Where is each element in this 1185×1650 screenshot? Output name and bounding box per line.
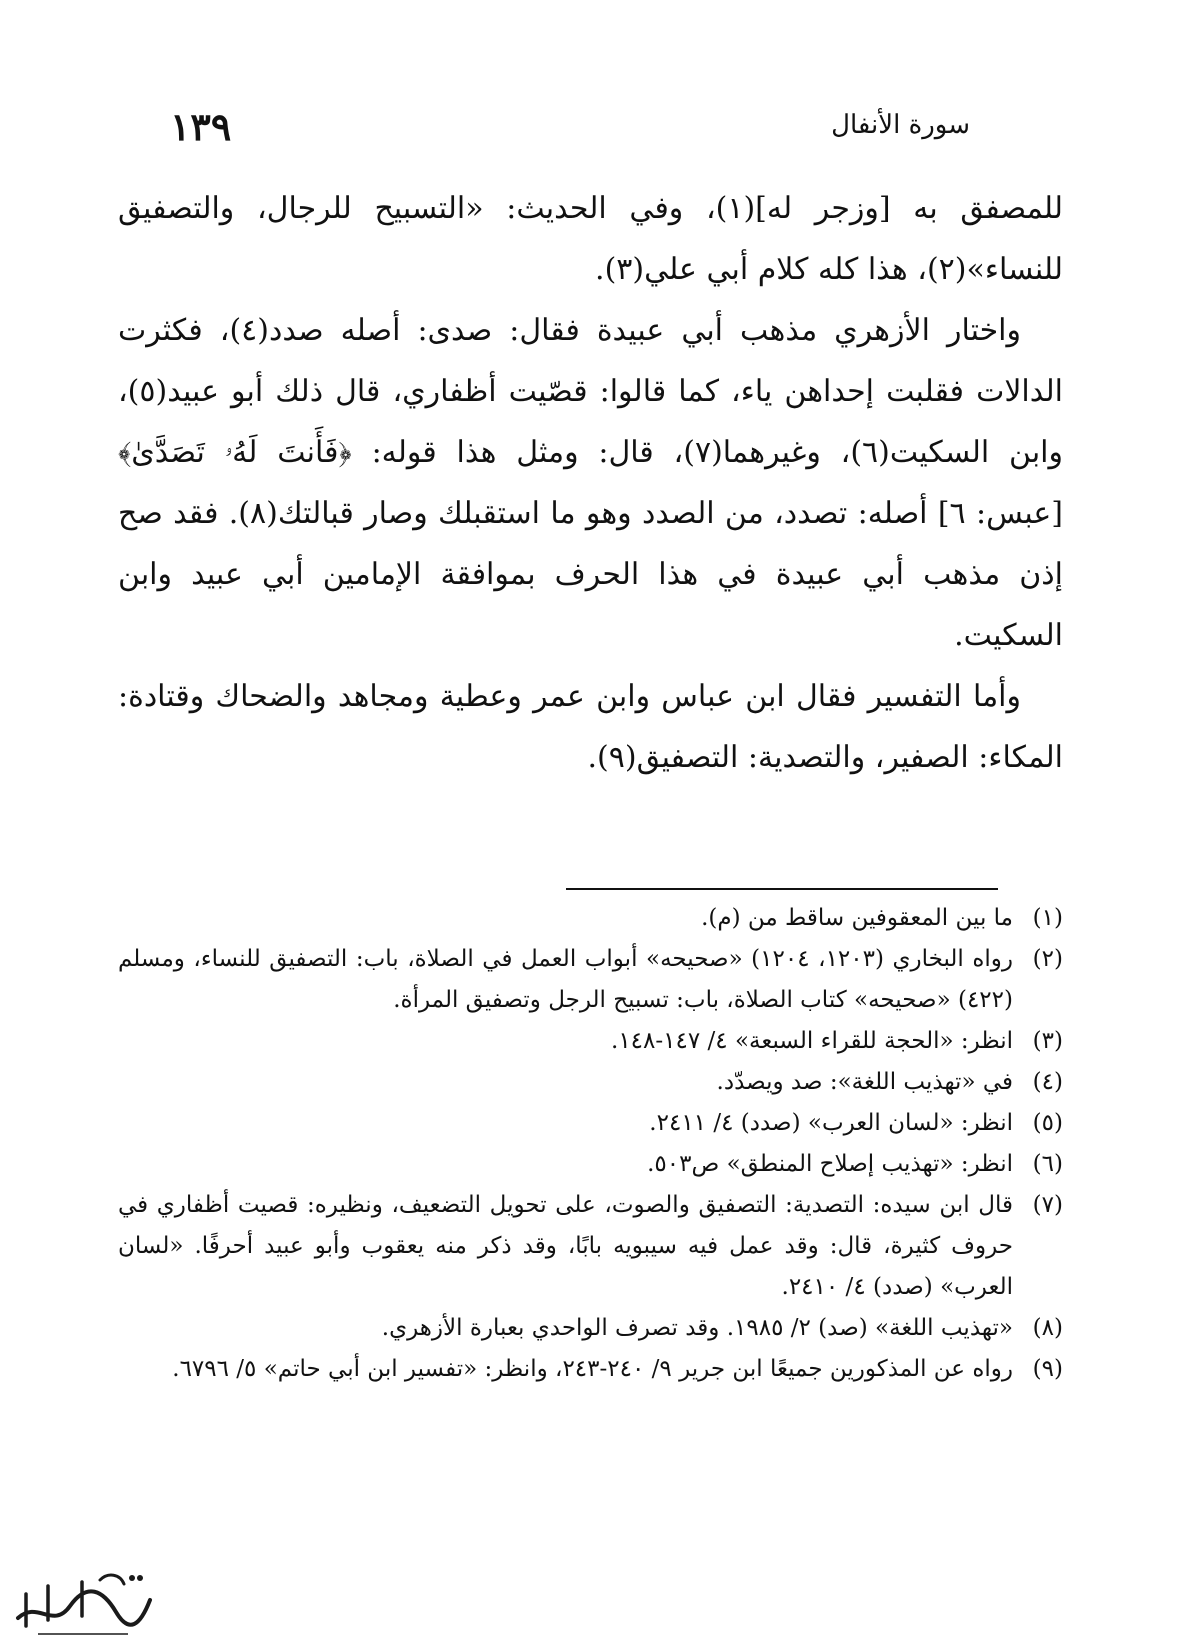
footnotes	[118, 898, 1063, 1390]
footnote-number: (٨)	[1032, 1315, 1063, 1341]
main-text	[118, 178, 1063, 788]
paragraph: واختار الأزهري مذهب أبي عبيدة فقال: صدى: أصله صدد(٤)، فكثرت الدالات فقلبت إحداهن ياء، كما قالوا: قصّيت أظفاري، قال ذلك أبو عبيد(٥)، وابن السكيت(٦)، وغيرهما(٧)، قال: ومثل هذا قوله: ﴿فَأَنتَ لَهُۥ تَصَدَّىٰ﴾ [عبس: ٦] أصله: تصدد، من الصدد وهو ما استقبلك وصار قبالتك(٨). فقد صح إذن مذهب أبي عبيدة في هذا الحرف بموافقة الإمامين أبي عبيد وابن السكيت.	[118, 313, 1063, 653]
footnote-text: انظر: «لسان العرب» (صدد) ٤/ ٢٤١١.	[649, 1110, 1013, 1136]
publisher-logo	[8, 1560, 158, 1642]
page-header	[170, 104, 970, 154]
footnote-number: (٥)	[1032, 1110, 1063, 1136]
footnote	[118, 1103, 1063, 1144]
page-number: ١٣٩	[170, 104, 232, 149]
footnote	[118, 1021, 1063, 1062]
footnote-number: (٣)	[1032, 1028, 1063, 1054]
footnote-text: انظر: «تهذيب إصلاح المنطق» ص٥٠٣.	[647, 1151, 1013, 1177]
footnote-number: (٩)	[1032, 1356, 1063, 1382]
footnote-number: (١)	[1032, 905, 1063, 931]
footnote-text: رواه البخاري (١٢٠٣، ١٢٠٤) «صحيحه» أبواب العمل في الصلاة، باب: التصفيق للنساء، ومسلم (٤٢٢) «صحيحه» كتاب الصلاة، باب: تسبيح الرجل وتصفيق المرأة.	[118, 946, 1013, 1013]
footnote	[118, 898, 1063, 939]
footnote	[118, 1308, 1063, 1349]
footnote-number: (٧)	[1032, 1192, 1063, 1218]
surah-title: سورة الأنفال	[831, 110, 970, 140]
footnote-text: قال ابن سيده: التصدية: التصفيق والصوت، على تحويل التضعيف، ونظيره: قصيت أظفاري في حروف كثيرة، قال: وقد عمل فيه سيبويه بابًا، وقد ذكر منه يعقوب وأبو عبيد أحرفًا. «لسان العرب» (صدد) ٤/ ٢٤١٠.	[118, 1192, 1013, 1300]
footnote-text: «تهذيب اللغة» (صد) ٢/ ١٩٨٥. وقد تصرف الواحدي بعبارة الأزهري.	[381, 1315, 1013, 1341]
footnote-number: (٢)	[1032, 946, 1063, 972]
footnote	[118, 1349, 1063, 1390]
footnote	[118, 1185, 1063, 1308]
footnote-text: رواه عن المذكورين جميعًا ابن جرير ٩/ ٢٤٠-٢٤٣، وانظر: «تفسير ابن أبي حاتم» ٥/ ٦٧٩٦.	[172, 1356, 1013, 1382]
footnote	[118, 1144, 1063, 1185]
footnote-number: (٤)	[1032, 1069, 1063, 1095]
footnote-text: ما بين المعقوفين ساقط من (م).	[701, 905, 1013, 931]
footnote-text: انظر: «الحجة للقراء السبعة» ٤/ ١٤٧-١٤٨.	[611, 1028, 1013, 1054]
paragraph: وأما التفسير فقال ابن عباس وابن عمر وعطية ومجاهد والضحاك وقتادة: المكاء: الصفير، والتصدية: التصفيق(٩).	[118, 679, 1063, 775]
footnote-text: في «تهذيب اللغة»: صد ويصدّد.	[716, 1069, 1013, 1095]
footnote-number: (٦)	[1032, 1151, 1063, 1177]
footnote	[118, 1062, 1063, 1103]
footnote-divider	[566, 888, 998, 890]
footnote	[118, 939, 1063, 1021]
paragraph: للمصفق به [وزجر له](١)، وفي الحديث: «التسبيح للرجال، والتصفيق للنساء»(٢)، هذا كله كلام أبي علي(٣).	[118, 191, 1063, 287]
